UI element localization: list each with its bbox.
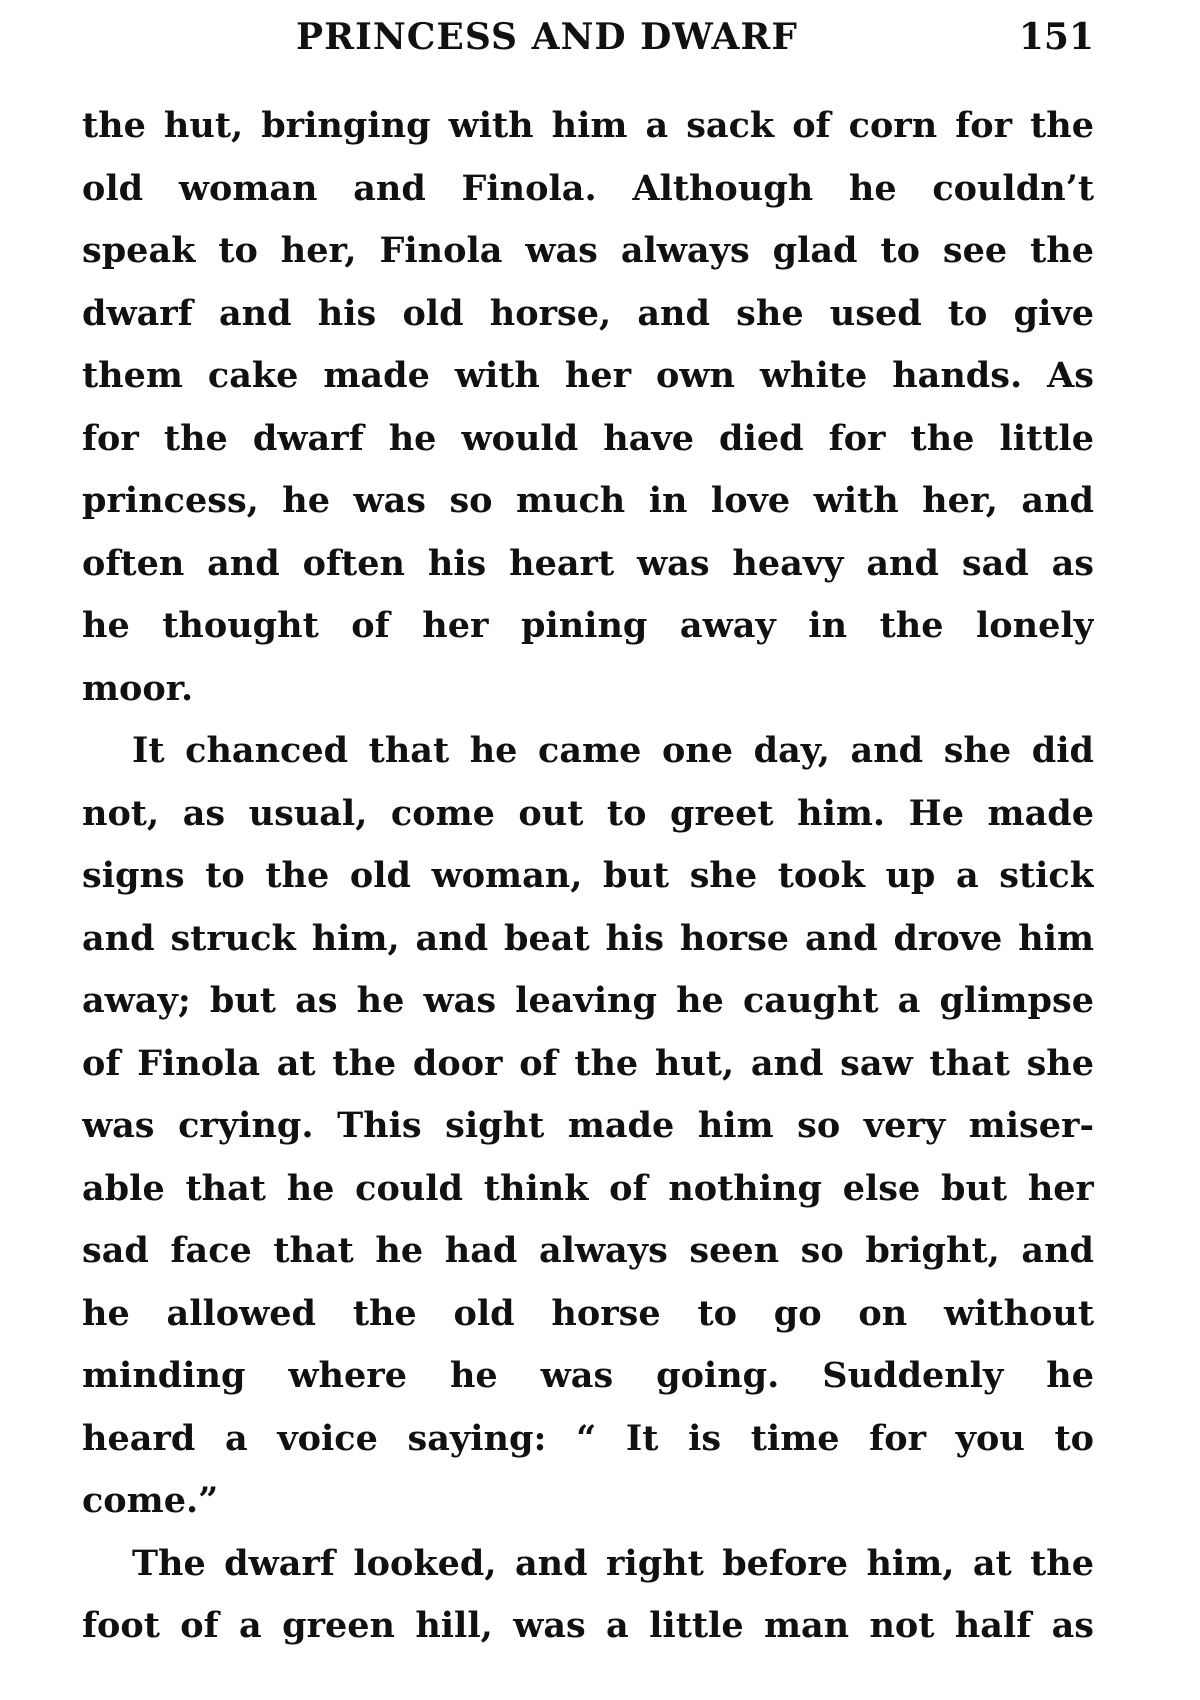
text-line: speak to her, Finola was always glad to see the: [82, 230, 1094, 271]
text-line: heard a voice saying: “ It is time for you to: [82, 1417, 1094, 1459]
text-line: them cake made with her own white hands. As: [82, 355, 1094, 396]
text-line: come.”: [82, 1480, 219, 1521]
text-line: not, as usual, come out to greet him. He made: [82, 792, 1094, 834]
running-title: PRINCESS AND DWARF: [296, 16, 798, 58]
paragraph: [82, 720, 1094, 1533]
text-line: of Finola at the door of the hut, and saw that she: [82, 1042, 1094, 1084]
running-header: [82, 14, 1094, 60]
text-line: the hut, bringing with him a sack of corn for the: [82, 105, 1094, 146]
text-line: for the dwarf he would have died for the little: [82, 417, 1094, 459]
text-line: old woman and Finola. Although he couldn’t: [82, 167, 1094, 209]
text-line: minding where he was going. Suddenly he: [82, 1355, 1094, 1396]
text-line: dwarf and his old horse, and she used to give: [82, 292, 1094, 334]
text-line: sad face that he had always seen so bright, and: [82, 1230, 1094, 1271]
paragraph: [82, 95, 1094, 720]
text-line: signs to the old woman, but she took up a stick: [82, 855, 1094, 896]
text-line: was crying. This sight made him so very miser-: [82, 1105, 1094, 1146]
text-line: foot of a green hill, was a little man not half as: [82, 1605, 1094, 1646]
text-line: he thought of her pining away in the lonely: [82, 605, 1094, 646]
page-body: [82, 95, 1094, 1658]
text-line: and struck him, and beat his horse and drove him: [82, 917, 1094, 959]
text-line: able that he could think of nothing else but her: [82, 1167, 1094, 1209]
text-line: The dwarf looked, and right before him, at the: [132, 1542, 1094, 1584]
text-line: princess, he was so much in love with her, and: [82, 480, 1094, 521]
text-line: away; but as he was leaving he caught a glimpse: [82, 980, 1094, 1021]
text-line: he allowed the old horse to go on without: [82, 1292, 1094, 1334]
text-line: moor.: [82, 667, 194, 709]
text-line: It chanced that he came one day, and she did: [132, 730, 1094, 771]
text-line: often and often his heart was heavy and sad as: [82, 542, 1094, 584]
page-number: 151: [1018, 16, 1094, 58]
paragraph: [82, 1533, 1094, 1658]
